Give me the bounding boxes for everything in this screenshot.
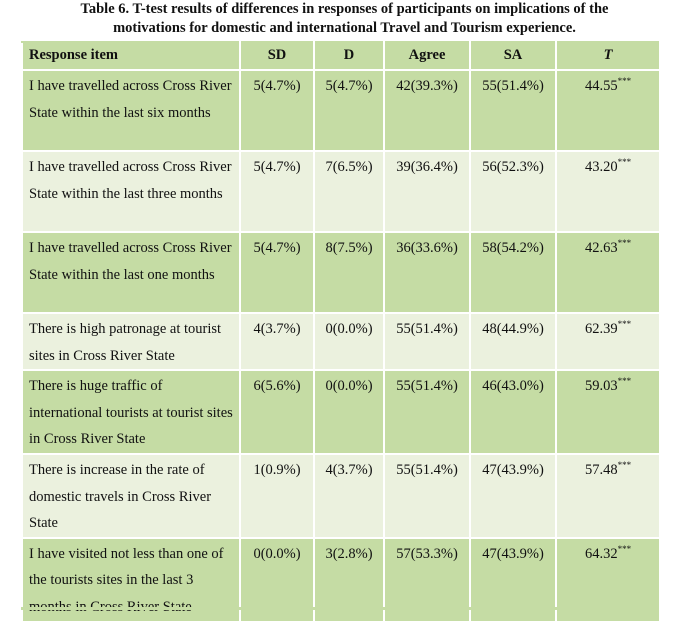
cell-agree: 36(33.6%) — [384, 232, 470, 313]
header-d: D — [314, 42, 384, 70]
table-row — [22, 151, 660, 232]
t-value: 43.20 — [584, 159, 618, 175]
significance-marker: *** — [617, 238, 632, 248]
cell-item: There is high patronage at tourist sites in Cross River State — [22, 313, 240, 370]
cell-agree: 57(53.3%) — [384, 538, 470, 622]
cell-t — [556, 70, 660, 151]
cell-agree: 55(51.4%) — [384, 454, 470, 538]
t-value: 42.63 — [584, 240, 618, 256]
t-value: 57.48 — [584, 461, 618, 478]
cell-d: 3(2.8%) — [314, 538, 384, 622]
header-sa: SA — [470, 42, 556, 70]
header-sd: SD — [240, 42, 314, 70]
results-table — [21, 41, 661, 623]
cell-sd: 5(4.7%) — [240, 70, 314, 151]
cell-agree: 55(51.4%) — [384, 313, 470, 370]
cell-sa: 48(44.9%) — [470, 313, 556, 370]
cell-agree: 39(36.4%) — [384, 151, 470, 232]
header-row — [22, 42, 660, 70]
cell-sa: 46(43.0%) — [470, 370, 556, 454]
cell-t — [556, 232, 660, 313]
t-value: 64.32 — [584, 545, 618, 562]
cell-t — [556, 370, 660, 454]
cell-d: 5(4.7%) — [314, 70, 384, 151]
cell-agree: 55(51.4%) — [384, 370, 470, 454]
cell-sa: 58(54.2%) — [470, 232, 556, 313]
cell-sd: 4(3.7%) — [240, 313, 314, 370]
cell-sd: 5(4.7%) — [240, 151, 314, 232]
table-row — [22, 370, 660, 454]
cell-item: I have travelled across Cross River State within the last three months — [22, 151, 240, 232]
significance-marker: *** — [617, 376, 632, 387]
cell-sa: 56(52.3%) — [470, 151, 556, 232]
cell-d: 8(7.5%) — [314, 232, 384, 313]
cell-d: 0(0.0%) — [314, 370, 384, 454]
table-caption — [0, 0, 689, 38]
significance-marker: *** — [617, 319, 632, 329]
significance-marker: *** — [617, 459, 632, 470]
cell-d: 4(3.7%) — [314, 454, 384, 538]
cell-sa: 47(43.9%) — [470, 538, 556, 622]
cell-sd: 0(0.0%) — [240, 538, 314, 622]
cell-item: There is huge traffic of international tourists at tourist sites in Cross River State — [22, 370, 240, 454]
header-t: T — [556, 42, 660, 70]
cell-item: I have travelled across Cross River State within the last one months — [22, 232, 240, 313]
table-bottom-border — [21, 607, 659, 610]
significance-marker: *** — [617, 76, 632, 86]
cell-t — [556, 313, 660, 370]
header-agree: Agree — [384, 42, 470, 70]
caption-line-1: Table 6. T-test results of differences in responses of participants on implications of the — [80, 1, 609, 17]
table-row — [22, 232, 660, 313]
cell-agree: 42(39.3%) — [384, 70, 470, 151]
cell-sd: 6(5.6%) — [240, 370, 314, 454]
caption-line-2: motivations for domestic and international Travel and Tourism experience. — [113, 20, 576, 36]
table-row — [22, 313, 660, 370]
cell-sa: 55(51.4%) — [470, 70, 556, 151]
cell-sa: 47(43.9%) — [470, 454, 556, 538]
cell-d: 7(6.5%) — [314, 151, 384, 232]
cell-t — [556, 454, 660, 538]
significance-marker: *** — [617, 157, 632, 167]
cell-t — [556, 151, 660, 232]
cell-item: There is increase in the rate of domestic travels in Cross River State — [22, 454, 240, 538]
table-row — [22, 454, 660, 538]
significance-marker: *** — [617, 543, 632, 554]
cell-d: 0(0.0%) — [314, 313, 384, 370]
header-response-item: Response item — [22, 42, 240, 70]
t-value: 44.55 — [584, 78, 618, 94]
cell-item: I have travelled across Cross River State within the last six months — [22, 70, 240, 151]
cell-sd: 1(0.9%) — [240, 454, 314, 538]
table-row — [22, 70, 660, 151]
cell-sd: 5(4.7%) — [240, 232, 314, 313]
cell-item: I have visited not less than one of the tourists sites in the last 3 — [22, 538, 240, 622]
t-value: 59.03 — [584, 378, 618, 395]
t-value: 62.39 — [584, 321, 618, 337]
